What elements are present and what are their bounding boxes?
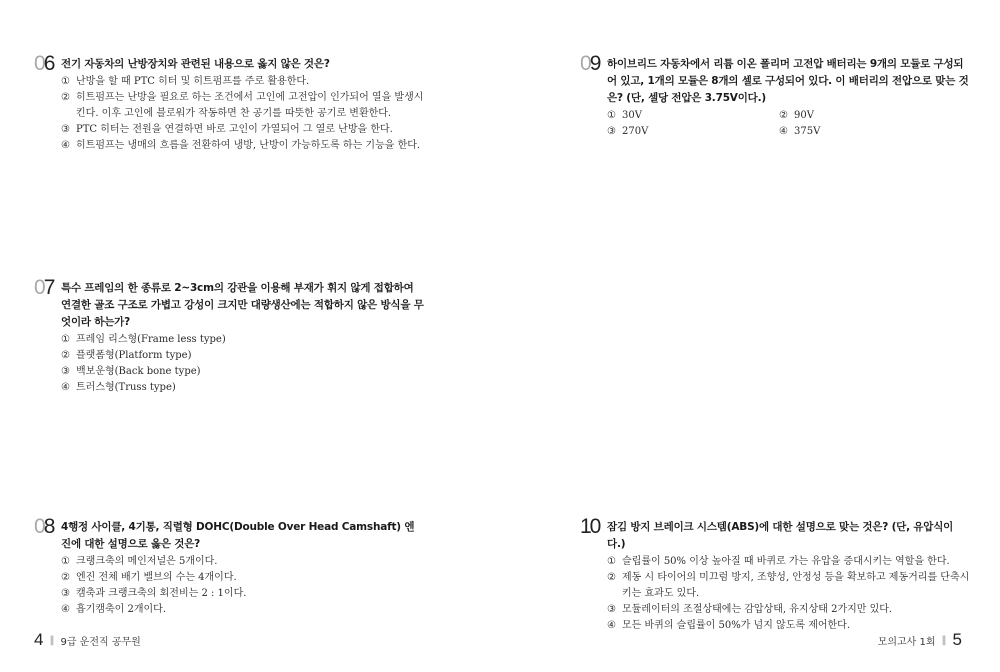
option-2: ② 히트펌프는 난방을 필요로 하는 조건에서 고인에 고전압이 인가되어 열을 발생시킨다. 이후 고인에 블로워가 작동하면 찬 공기를 따뜻한 공기로 변환한다.: [61, 92, 424, 119]
question-08: [34, 515, 424, 618]
option-1: ① 프레임 리스형(Frame less type): [61, 334, 226, 345]
option-1: ① 슬립률이 50% 이상 높아질 때 바퀴로 가는 유압을 증대시키는 역할을 한다.: [607, 556, 950, 567]
option-4: ④ 375V: [779, 126, 821, 137]
option-3: ③ 모듈레이터의 조절상태에는 감압상태, 유지상태 2가지만 있다.: [607, 604, 893, 615]
option-4: ④ 히트펌프는 냉매의 흐름을 전환하여 냉방, 난방이 가능하도록 하는 기능을 한다.: [61, 140, 421, 151]
question-10: [580, 515, 970, 634]
option-3: ③ 270V: [607, 126, 649, 137]
footer-title-right: 모의고사 1회: [877, 636, 936, 648]
page-number-left: 4: [34, 630, 44, 649]
footer-separator: ‖: [49, 634, 55, 646]
question-number: 09: [580, 52, 600, 75]
option-2: ② 제동 시 타이어의 미끄럼 방지, 조향성, 안정성 등을 확보하고 제동거리를 단축시키는 효과도 있다.: [607, 572, 970, 599]
option-list: [61, 74, 424, 154]
question-number: 10: [580, 515, 600, 538]
question-number: 08: [34, 515, 54, 538]
option-1: ① 난방을 할 때 PTC 히터 및 히트펌프를 주로 활용한다.: [61, 76, 310, 87]
option-2: ② 플랫폼형(Platform type): [61, 350, 192, 361]
option-2: ② 90V: [779, 110, 814, 121]
option-3: ③ 백보운형(Back bone type): [61, 366, 201, 377]
option-1: ① 크랭크축의 메인저널은 5개이다.: [61, 556, 218, 567]
option-4: ④ 모든 바퀴의 슬립률이 50%가 넘지 않도록 제어한다.: [607, 620, 851, 631]
question-number: 06: [34, 52, 54, 75]
option-3: ③ PTC 히터는 전원을 연결하면 바로 고인이 가열되어 그 열로 난방을 한다.: [61, 124, 393, 135]
question-stem: 전기 자동차의 난방장치와 관련된 내용으로 옳지 않은 것은?: [61, 58, 330, 70]
option-1: ① 30V: [607, 110, 642, 121]
footer-separator: ‖: [941, 634, 947, 646]
page-number-right: 5: [952, 630, 962, 649]
option-list: [607, 108, 970, 140]
option-2: ② 엔진 전체 배기 밸브의 수는 4개이다.: [61, 572, 237, 583]
option-list: [61, 554, 424, 618]
question-stem: 잠김 방지 브레이크 시스템(ABS)에 대한 설명으로 맞는 것은? (단, 유압식이다.): [607, 521, 954, 550]
option-4: ④ 트러스형(Truss type): [61, 382, 176, 393]
option-list: [607, 554, 970, 634]
option-4: ④ 흡기캠축이 2개이다.: [61, 604, 166, 615]
question-number: 07: [34, 276, 54, 299]
footer-left: [34, 630, 141, 650]
question-stem: 4행정 사이클, 4기통, 직렬형 DOHC(Double Over Head Camshaft) 엔진에 대한 설명으로 옳은 것은?: [61, 521, 415, 550]
question-stem: 특수 프레임의 한 종류로 2~3cm의 강관을 이용해 부재가 휘지 않게 접합하여 연결한 골조 구조로 가볍고 강성이 크지만 대량생산에는 적합하지 않은 방식을 무엇이라 하는가?: [61, 282, 424, 328]
question-stem: 하이브리드 자동차에서 리튬 이온 폴리머 고전압 배터리는 9개의 모듈로 구성되어 있고, 1개의 모듈은 8개의 셀로 구성되어 있다. 이 배터리의 전압으로 맞는 것은? (단, 셀당 전압은 3.75V이다.): [607, 58, 969, 104]
question-07: [34, 276, 424, 396]
question-09: [580, 52, 970, 140]
option-list: [61, 332, 424, 396]
option-3: ③ 캠축과 크랭크축의 회전비는 2 : 1이다.: [61, 588, 247, 599]
footer-right: [878, 630, 962, 650]
footer-title-left: 9급 운전직 공무원: [60, 636, 141, 648]
question-06: [34, 52, 424, 154]
